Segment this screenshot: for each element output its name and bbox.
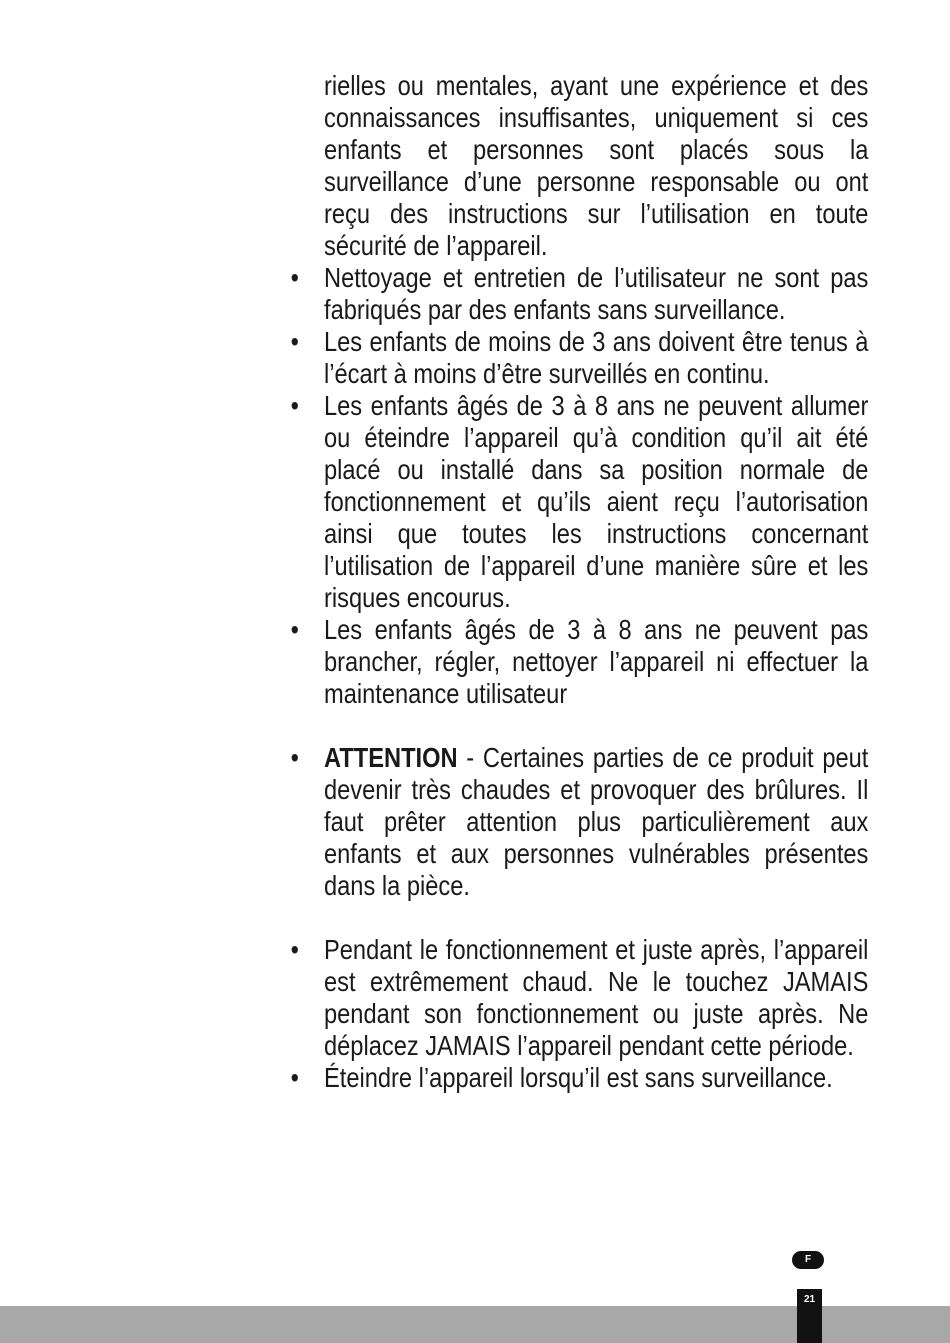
bullet-icon: • bbox=[290, 742, 299, 773]
bullet-icon: • bbox=[290, 934, 299, 965]
list-item-text: Éteindre l’appareil lorsqu’il est sans surveillance. bbox=[324, 1062, 833, 1093]
list-item bbox=[290, 262, 869, 326]
intro-paragraph: rielles ou mentales, ayant une expérience et des connaissances insuffisantes, uniquement si ces enfants et personnes sont placés sous la surveillance d’une personne responsable ou ont reçu des instructions sur l’utilisation en toute sécurité de l’appareil. bbox=[324, 70, 869, 261]
bullet-icon: • bbox=[290, 326, 299, 357]
list-item-warning bbox=[290, 742, 869, 902]
warning-label: ATTENTION bbox=[324, 742, 458, 773]
list-item-text: Les enfants de moins de 3 ans doivent être tenus à l’écart à moins d’être surveillés en continu. bbox=[324, 326, 869, 389]
instructions-text bbox=[290, 70, 869, 1094]
bullet-icon: • bbox=[290, 614, 299, 645]
list-item-text: Les enfants âgés de 3 à 8 ans ne peuvent allumer ou éteindre l’appareil qu’à condition qu’il ait été placé ou installé dans sa position normale de fonctionnement et qu’ils aient reçu l’autorisation ainsi que toutes les instructions concernant l’utilisation de l’appareil d’une manière sûre et les risques encourus. bbox=[324, 390, 869, 613]
list-item-text: Les enfants âgés de 3 à 8 ans ne peuvent pas brancher, régler, nettoyer l’appareil ni effectuer la maintenance utilisateur bbox=[324, 614, 869, 709]
spacer bbox=[324, 902, 868, 934]
bullet-icon: • bbox=[290, 1062, 299, 1093]
list-item-text: - Certaines parties de ce produit peut devenir très chaudes et provoquer des brûlures. Il faut prêter attention plus particulièrement aux enfants et aux personnes vulnérables présentes dans la pièce. bbox=[324, 742, 869, 901]
spacer bbox=[324, 710, 868, 742]
list-item-text: Pendant le fonctionnement et juste après, l’appareil est extrêmement chaud. Ne le touchez JAMAIS pendant son fonctionnement ou juste après. Ne déplacez JAMAIS l’appareil pendant cette période. bbox=[324, 934, 869, 1061]
language-badge: F bbox=[792, 1251, 824, 1269]
list-item bbox=[290, 934, 869, 1062]
list-item-text: Nettoyage et entretien de l’utilisateur ne sont pas fabriqués par des enfants sans surveillance. bbox=[324, 262, 869, 325]
list-item bbox=[290, 326, 869, 390]
list-item bbox=[290, 614, 869, 710]
list-item bbox=[290, 1062, 868, 1094]
bullet-icon: • bbox=[290, 390, 299, 421]
list-item bbox=[290, 390, 869, 614]
bullet-icon: • bbox=[290, 262, 299, 293]
page-number: 21 bbox=[797, 1289, 822, 1343]
